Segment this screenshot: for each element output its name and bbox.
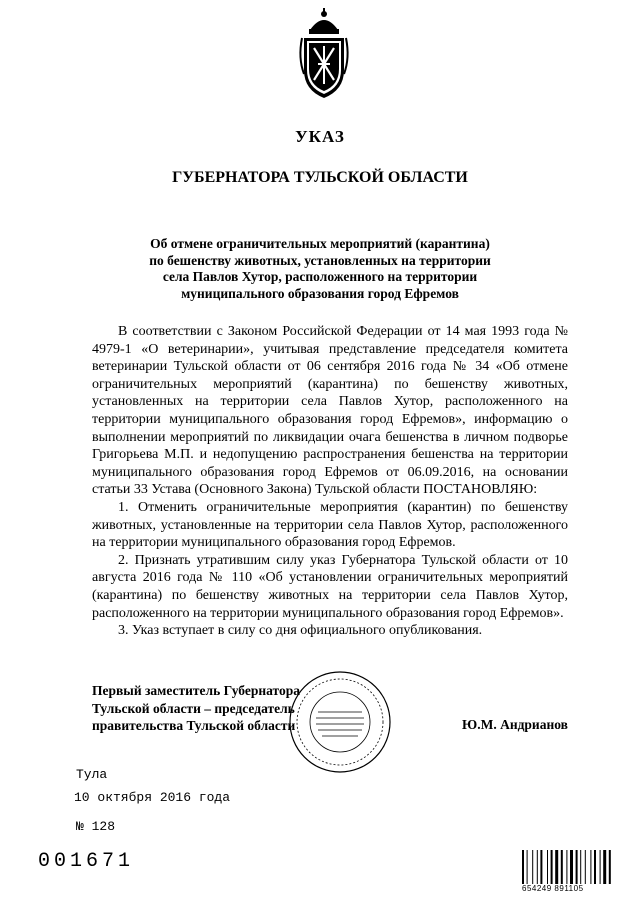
form-serial-number: 001671 (38, 850, 135, 873)
place-of-signing: Тула (76, 767, 108, 782)
position-line: правительства Тульской области (92, 718, 296, 733)
subject-line: муниципального образования город Ефремов (181, 285, 459, 301)
clause-1-paragraph: 1. Отменить ограничительные мероприятия (карантин) по бешенству животных, установленные на территории села Павлов Хутор, расположенного на территории муниципального образования город Ефремов. (92, 499, 568, 551)
clause-3-paragraph: 3. Указ вступает в силу со дня официального опубликования. (118, 623, 483, 639)
subject-line: по бешенству животных, установленных на территории (149, 252, 491, 268)
position-line: Первый заместитель Губернатора (92, 683, 300, 698)
preamble-paragraph: В соответствии с Законом Российской Федерации от 14 мая 1993 года № 4979-1 «О ветеринарии», учитывая представление председателя комитета ветеринарии Тульской области от 06 сентября 2016 года № 34 «Об отмене ограничительных мероприятий (карантина) по бешенству животных, установленных на территории села Павлов Хутор, расположенного на территории муниципального образования город Ефремов», информацию о выполнении мероприятий по ликвидации очага бешенства в личном подворье Григорьева М.П. и недопущению распространения бешенства на территории муниципального образования город Ефремов от 06.09.2016, на основании статьи 33 Устава (Основного Закона) Тульской области ПОСТАНОВЛЯЮ: (92, 324, 568, 498)
subject-line: Об отмене ограничительных мероприятий (карантина) (150, 236, 490, 251)
decree-body (92, 323, 568, 640)
signatory-name: Ю.М. Андрианов (462, 717, 568, 732)
official-stamp-icon (286, 668, 394, 776)
barcode-number: 654249 891105 (522, 884, 626, 893)
document-subject (110, 236, 530, 302)
signing-date: 10 октября 2016 года (74, 790, 231, 805)
signatory-position (92, 682, 300, 735)
position-line: Тульской области – председатель (92, 700, 295, 716)
coat-of-arms-icon (296, 8, 352, 100)
clause-2-paragraph: 2. Признать утратившим силу указ Губернатора Тульской области от 10 августа 2016 года № 110 «Об установлении ограничительных мероприятий (карантина) по бешенству животных на территории села Павлов Хутор, расположенного на территории муниципального образования город Ефремов». (92, 552, 568, 621)
issuer-heading: ГУБЕРНАТОРА ТУЛЬСКОЙ ОБЛАСТИ (172, 169, 468, 186)
document-type-heading: УКАЗ (295, 127, 345, 146)
decree-number: № 128 (76, 819, 116, 834)
subject-line: села Павлов Хутор, расположенного на территории (162, 269, 478, 284)
